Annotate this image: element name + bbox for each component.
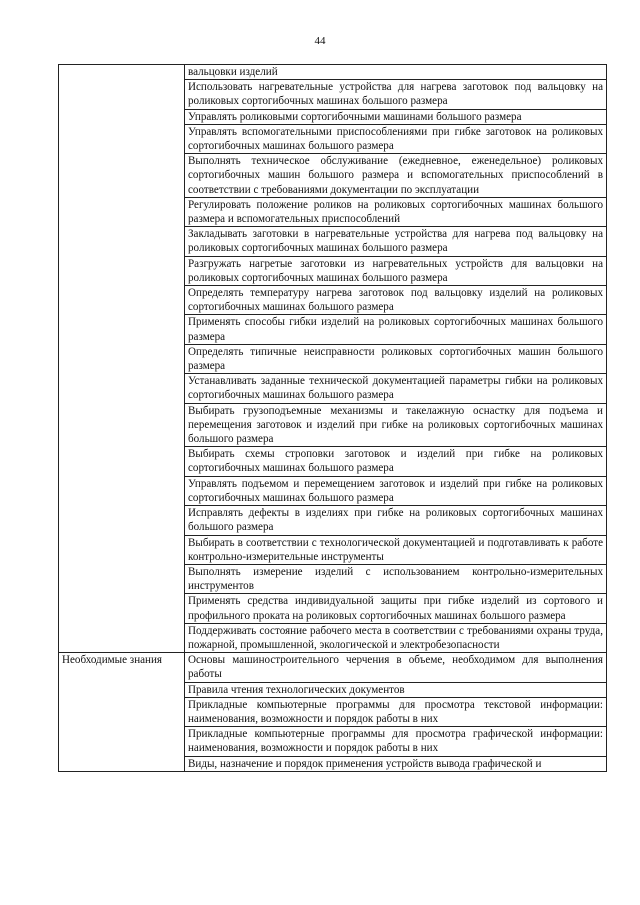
requirement-cell: Выбирать грузоподъемные механизмы и такелажную оснастку для подъема и перемещения заготовок и изделий при гибке на роликовых сортогибочных машинах большого размера xyxy=(185,403,607,447)
requirement-cell: Закладывать заготовки в нагревательные устройства для нагрева под вальцовку на роликовых сортогибочных машинах большого размера xyxy=(185,227,607,256)
table-row xyxy=(59,653,607,682)
requirement-cell: Исправлять дефекты в изделиях при гибке на роликовых сортогибочных машинах большого размера xyxy=(185,506,607,535)
group-label-cell: Необходимые знания xyxy=(59,653,185,772)
table-body xyxy=(59,65,607,772)
requirement-cell: Поддерживать состояние рабочего места в соответствии с требованиями охраны труда, пожарной, промышленной, экологической и электробезопасности xyxy=(185,623,607,652)
requirement-cell: Применять средства индивидуальной защиты при гибке изделий из сортового и профильного проката на роликовых сортогибочных машинах большого размера xyxy=(185,594,607,623)
requirement-cell: Выбирать в соответствии с технологической документацией и подготавливать к работе контрольно-измерительные инструменты xyxy=(185,535,607,564)
requirement-cell: Основы машиностроительного черчения в объеме, необходимом для выполнения работы xyxy=(185,653,607,682)
requirement-cell: Прикладные компьютерные программы для просмотра текстовой информации: наименования, возможности и порядок работы в них xyxy=(185,697,607,726)
requirement-cell: Выполнять техническое обслуживание (ежедневное, еженедельное) роликовых сортогибочных машин большого размера и вспомогательных приспособлений в соответствии с требованиями документации по эксплуатации xyxy=(185,154,607,198)
requirement-cell: Использовать нагревательные устройства для нагрева заготовок под вальцовку на роликовых сортогибочных машинах большого размера xyxy=(185,80,607,109)
requirement-cell: Управлять роликовыми сортогибочными машинами большого размера xyxy=(185,109,607,124)
requirement-cell: вальцовки изделий xyxy=(185,65,607,80)
requirement-cell: Применять способы гибки изделий на роликовых сортогибочных машинах большого размера xyxy=(185,315,607,344)
requirement-cell: Выбирать схемы строповки заготовок и изделий при гибке на роликовых сортогибочных машинах большого размера xyxy=(185,447,607,476)
requirement-cell: Разгружать нагретые заготовки из нагревательных устройств для вальцовки на роликовых сортогибочных машинах большого размера xyxy=(185,256,607,285)
page-number: 44 xyxy=(314,35,326,47)
requirement-cell: Регулировать положение роликов на роликовых сортогибочных машинах большого размера и вспомогательных приспособлений xyxy=(185,197,607,226)
requirement-cell: Выполнять измерение изделий с использованием контрольно-измерительных инструментов xyxy=(185,564,607,593)
requirement-cell: Прикладные компьютерные программы для просмотра графической информации: наименования, возможности и порядок работы в них xyxy=(185,727,607,756)
requirement-cell: Определять температуру нагрева заготовок под вальцовку изделий на роликовых сортогибочных машинах большого размера xyxy=(185,286,607,315)
requirement-cell: Правила чтения технологических документов xyxy=(185,682,607,697)
requirement-cell: Виды, назначение и порядок применения устройств вывода графической и xyxy=(185,756,607,771)
requirement-cell: Управлять вспомогательными приспособлениями при гибке заготовок на роликовых сортогибочных машинах большого размера xyxy=(185,124,607,153)
requirement-cell: Определять типичные неисправности роликовых сортогибочных машин большого размера xyxy=(185,344,607,373)
competency-table xyxy=(58,64,607,772)
table-row xyxy=(59,65,607,80)
group-label-cell xyxy=(59,65,185,653)
requirement-cell: Устанавливать заданные технической документацией параметры гибки на роликовых сортогибочных машинах большого размера xyxy=(185,374,607,403)
requirement-cell: Управлять подъемом и перемещением заготовок и изделий при гибке на роликовых сортогибочных машинах большого размера xyxy=(185,476,607,505)
